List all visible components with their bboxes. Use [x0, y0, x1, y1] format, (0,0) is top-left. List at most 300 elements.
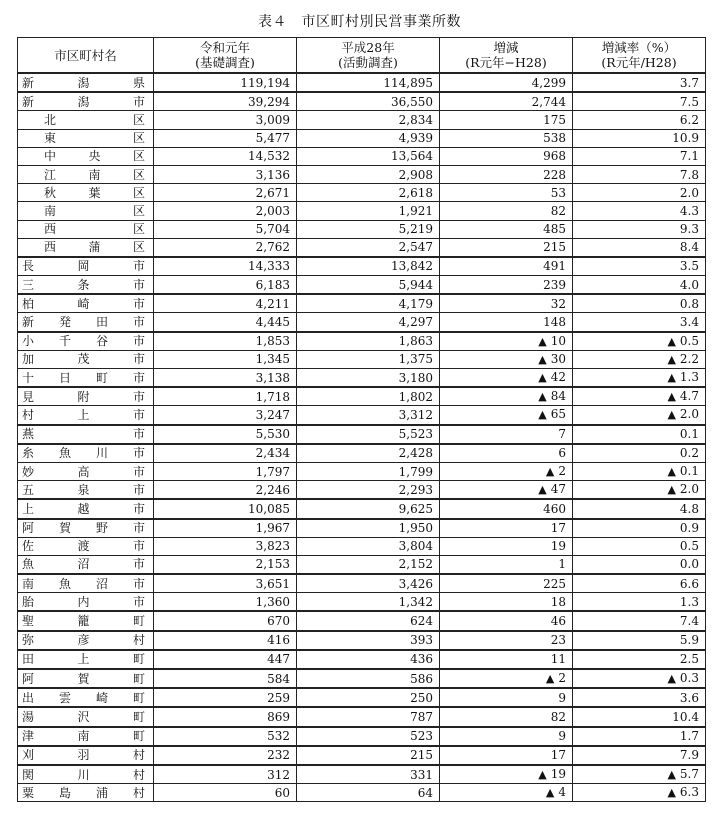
- rate-value: 0.9: [679, 521, 699, 536]
- table-row: [18, 555, 706, 574]
- table-row: [18, 727, 706, 746]
- h28-count-cell: 1,342: [297, 593, 440, 612]
- municipality-name: 江 南 区: [44, 167, 145, 182]
- h28-count-cell: 1,375: [297, 350, 440, 368]
- decrease-marker: ▲: [667, 334, 676, 348]
- table-row: [18, 519, 706, 538]
- diff-value: 19: [550, 767, 566, 782]
- rate-value: 6.3: [679, 785, 699, 800]
- r1-count-cell: 4,211: [154, 294, 297, 313]
- municipality-name-cell: [18, 369, 154, 388]
- rate-cell: [573, 784, 706, 802]
- rate-cell: [573, 688, 706, 707]
- diff-cell: [440, 444, 573, 463]
- diff-cell: [440, 387, 573, 406]
- diff-cell: [440, 425, 573, 444]
- h28-count-cell: 5,219: [297, 220, 440, 238]
- municipality-name-cell: [18, 669, 154, 688]
- diff-cell: [440, 765, 573, 784]
- rate-cell: [573, 519, 706, 538]
- diff-value: 46: [550, 614, 566, 629]
- diff-value: 491: [543, 259, 566, 274]
- municipality-name-cell: [18, 165, 154, 183]
- municipality-name: 魚 沼 市: [22, 557, 145, 572]
- rate-value: 1.7: [679, 729, 699, 744]
- decrease-marker: ▲: [667, 768, 676, 782]
- establishments-table: [17, 37, 706, 802]
- diff-value: 65: [550, 407, 566, 422]
- municipality-name-cell: [18, 765, 154, 784]
- diff-cell: [440, 73, 573, 92]
- diff-cell: [440, 257, 573, 276]
- rate-value: 4.8: [679, 501, 699, 516]
- diff-value: 239: [543, 277, 566, 292]
- municipality-name-cell: [18, 184, 154, 202]
- r1-count-cell: 312: [154, 765, 297, 784]
- r1-count-cell: 416: [154, 631, 297, 650]
- table-row: [18, 202, 706, 220]
- diff-cell: [440, 499, 573, 518]
- rate-value: 9.3: [679, 222, 699, 237]
- municipality-name: 西 区: [44, 222, 145, 237]
- h28-count-cell: 1,921: [297, 202, 440, 220]
- diff-value: 4: [558, 785, 566, 800]
- rate-value: 7.1: [679, 149, 699, 164]
- rate-value: 1.3: [679, 370, 699, 385]
- r1-count-cell: 3,138: [154, 369, 297, 388]
- diff-value: 485: [543, 222, 566, 237]
- decrease-marker: ▲: [667, 465, 676, 479]
- rate-value: 0.0: [679, 557, 699, 572]
- h28-count-cell: 331: [297, 765, 440, 784]
- diff-cell: [440, 481, 573, 500]
- rate-value: 6.2: [679, 112, 699, 127]
- rate-value: 0.1: [679, 427, 699, 442]
- rate-value: 0.2: [679, 446, 699, 461]
- h28-count-cell: 523: [297, 727, 440, 746]
- diff-cell: [440, 165, 573, 183]
- table-row: [18, 294, 706, 313]
- rate-cell: [573, 707, 706, 726]
- diff-value: 84: [550, 389, 566, 404]
- r1-count-cell: 1,718: [154, 387, 297, 406]
- rate-value: 1.3: [679, 594, 699, 609]
- r1-count-cell: 2,434: [154, 444, 297, 463]
- rate-cell: [573, 669, 706, 688]
- municipality-name-cell: [18, 129, 154, 147]
- municipality-name-cell: [18, 313, 154, 332]
- municipality-name-cell: [18, 444, 154, 463]
- municipality-name: 阿 賀 野 市: [22, 521, 145, 536]
- rate-value: 10.9: [672, 131, 699, 146]
- h28-count-cell: 5,523: [297, 425, 440, 444]
- diff-value: 30: [550, 351, 566, 366]
- diff-value: 460: [543, 501, 566, 516]
- r1-count-cell: 119,194: [154, 73, 297, 92]
- municipality-name-cell: [18, 257, 154, 276]
- diff-cell: [440, 202, 573, 220]
- diff-cell: [440, 129, 573, 147]
- diff-cell: [440, 276, 573, 295]
- r1-count-cell: 3,651: [154, 574, 297, 593]
- municipality-name: 新 潟 市: [22, 94, 145, 109]
- municipality-name: 田 上 町: [22, 652, 145, 667]
- diff-cell: [440, 332, 573, 351]
- rate-cell: [573, 462, 706, 480]
- header-r1: 令和元年 (基礎調査): [154, 38, 297, 74]
- diff-value: 228: [543, 167, 566, 182]
- municipality-name: 柏 崎 市: [22, 296, 145, 311]
- municipality-name-cell: [18, 519, 154, 538]
- municipality-name: 妙 高 市: [22, 464, 145, 479]
- rate-cell: [573, 350, 706, 368]
- rate-cell: [573, 369, 706, 388]
- h28-count-cell: 5,944: [297, 276, 440, 295]
- diff-value: 1: [558, 557, 566, 572]
- municipality-name-cell: [18, 425, 154, 444]
- rate-cell: [573, 611, 706, 630]
- h28-count-cell: 393: [297, 631, 440, 650]
- header-diff: 増減 (R元年−H28): [440, 38, 573, 74]
- rate-value: 2.0: [679, 407, 699, 422]
- table-row: [18, 611, 706, 630]
- diff-value: 53: [550, 185, 566, 200]
- h28-count-cell: 4,297: [297, 313, 440, 332]
- r1-count-cell: 4,445: [154, 313, 297, 332]
- table-row: [18, 220, 706, 238]
- municipality-name-cell: [18, 784, 154, 802]
- r1-count-cell: 2,246: [154, 481, 297, 500]
- diff-cell: [440, 574, 573, 593]
- h28-count-cell: 36,550: [297, 92, 440, 111]
- r1-count-cell: 2,762: [154, 238, 297, 257]
- diff-cell: [440, 631, 573, 650]
- diff-value: 9: [558, 729, 566, 744]
- rate-cell: [573, 238, 706, 257]
- table-row: [18, 784, 706, 802]
- rate-value: 4.3: [679, 203, 699, 218]
- municipality-name: 秋 葉 区: [44, 185, 145, 200]
- municipality-name: 十 日 町 市: [22, 370, 145, 385]
- h28-count-cell: 2,152: [297, 555, 440, 574]
- h28-count-cell: 13,842: [297, 257, 440, 276]
- municipality-name-cell: [18, 727, 154, 746]
- municipality-name: 聖 籠 町: [22, 614, 145, 629]
- table-row: [18, 129, 706, 147]
- r1-count-cell: 3,136: [154, 165, 297, 183]
- r1-count-cell: 3,823: [154, 537, 297, 555]
- header-rate: 増減率（%） (R元年/H28): [573, 38, 706, 74]
- table-row: [18, 92, 706, 111]
- rate-value: 3.7: [679, 75, 699, 90]
- municipality-name-cell: [18, 593, 154, 612]
- diff-cell: [440, 92, 573, 111]
- h28-count-cell: 1,799: [297, 462, 440, 480]
- municipality-name: 三 条 市: [22, 277, 145, 292]
- h28-count-cell: 1,863: [297, 332, 440, 351]
- r1-count-cell: 232: [154, 746, 297, 765]
- diff-value: 148: [543, 315, 566, 330]
- municipality-name-cell: [18, 294, 154, 313]
- rate-cell: [573, 727, 706, 746]
- r1-count-cell: 447: [154, 650, 297, 669]
- rate-cell: [573, 555, 706, 574]
- rate-cell: [573, 499, 706, 518]
- diff-value: 47: [550, 482, 566, 497]
- rate-value: 0.1: [679, 464, 699, 479]
- r1-count-cell: 5,477: [154, 129, 297, 147]
- rate-cell: [573, 202, 706, 220]
- rate-cell: [573, 631, 706, 650]
- header-row: [18, 38, 706, 74]
- municipality-name: 胎 内 市: [22, 594, 145, 609]
- diff-cell: [440, 238, 573, 257]
- rate-cell: [573, 481, 706, 500]
- municipality-name-cell: [18, 650, 154, 669]
- diff-value: 2: [558, 464, 566, 479]
- r1-count-cell: 584: [154, 669, 297, 688]
- table-row: [18, 707, 706, 726]
- table-row: [18, 332, 706, 351]
- r1-count-cell: 1,360: [154, 593, 297, 612]
- h28-count-cell: 114,895: [297, 73, 440, 92]
- rate-cell: [573, 313, 706, 332]
- r1-count-cell: 6,183: [154, 276, 297, 295]
- decrease-marker: ▲: [538, 334, 547, 348]
- h28-count-cell: 586: [297, 669, 440, 688]
- municipality-name-cell: [18, 147, 154, 165]
- table-row: [18, 387, 706, 406]
- h28-count-cell: 2,428: [297, 444, 440, 463]
- table-row: [18, 165, 706, 183]
- rate-value: 2.0: [679, 185, 699, 200]
- h28-count-cell: 3,180: [297, 369, 440, 388]
- decrease-marker: ▲: [538, 408, 547, 422]
- diff-cell: [440, 727, 573, 746]
- municipality-name: 村 上 市: [22, 407, 145, 422]
- table-row: [18, 444, 706, 463]
- rate-value: 7.8: [679, 167, 699, 182]
- rate-cell: [573, 220, 706, 238]
- municipality-name-cell: [18, 707, 154, 726]
- rate-cell: [573, 425, 706, 444]
- municipality-name: 新 潟 県: [22, 75, 145, 90]
- rate-cell: [573, 650, 706, 669]
- rate-value: 3.5: [679, 259, 699, 274]
- diff-value: 215: [543, 240, 566, 255]
- decrease-marker: ▲: [545, 786, 555, 800]
- municipality-name: 北 区: [44, 112, 145, 127]
- table-row: [18, 406, 706, 425]
- municipality-name: 見 附 市: [22, 389, 145, 404]
- municipality-name: 刈 羽 村: [22, 748, 145, 763]
- municipality-name-cell: [18, 537, 154, 555]
- rate-value: 0.5: [679, 333, 699, 348]
- diff-value: 2: [558, 671, 566, 686]
- h28-count-cell: 436: [297, 650, 440, 669]
- table-row: [18, 593, 706, 612]
- rate-cell: [573, 593, 706, 612]
- decrease-marker: ▲: [667, 371, 676, 385]
- rate-cell: [573, 276, 706, 295]
- diff-value: 225: [543, 576, 566, 591]
- rate-value: 6.6: [679, 576, 699, 591]
- rate-value: 3.4: [679, 315, 699, 330]
- diff-cell: [440, 555, 573, 574]
- diff-value: 19: [550, 539, 566, 554]
- r1-count-cell: 60: [154, 784, 297, 802]
- table-row: [18, 669, 706, 688]
- diff-cell: [440, 147, 573, 165]
- h28-count-cell: 250: [297, 688, 440, 707]
- municipality-name-cell: [18, 111, 154, 129]
- h28-count-cell: 64: [297, 784, 440, 802]
- header-h28: 平成28年 (活動調査): [297, 38, 440, 74]
- diff-value: 9: [558, 690, 566, 705]
- diff-cell: [440, 111, 573, 129]
- diff-value: 7: [558, 427, 566, 442]
- rate-cell: [573, 444, 706, 463]
- table-row: [18, 369, 706, 388]
- diff-cell: [440, 650, 573, 669]
- r1-count-cell: 1,967: [154, 519, 297, 538]
- rate-cell: [573, 73, 706, 92]
- rate-value: 4.0: [679, 277, 699, 292]
- diff-cell: [440, 294, 573, 313]
- rate-value: 3.6: [679, 690, 699, 705]
- municipality-name-cell: [18, 387, 154, 406]
- diff-cell: [440, 611, 573, 630]
- diff-cell: [440, 707, 573, 726]
- municipality-name-cell: [18, 555, 154, 574]
- municipality-name-cell: [18, 499, 154, 518]
- h28-count-cell: 3,312: [297, 406, 440, 425]
- municipality-name-cell: [18, 220, 154, 238]
- diff-value: 10: [550, 333, 566, 348]
- municipality-name: 阿 賀 町: [22, 671, 145, 686]
- decrease-marker: ▲: [667, 390, 676, 404]
- h28-count-cell: 2,547: [297, 238, 440, 257]
- h28-count-cell: 4,179: [297, 294, 440, 313]
- municipality-name-cell: [18, 688, 154, 707]
- h28-count-cell: 624: [297, 611, 440, 630]
- diff-cell: [440, 746, 573, 765]
- municipality-name: 五 泉 市: [22, 482, 145, 497]
- municipality-name-cell: [18, 462, 154, 480]
- municipality-name: 糸 魚 川 市: [22, 446, 145, 461]
- rate-value: 2.2: [679, 351, 699, 366]
- rate-value: 0.8: [679, 296, 699, 311]
- municipality-name: 小 千 谷 市: [22, 334, 145, 349]
- h28-count-cell: 13,564: [297, 147, 440, 165]
- table-row: [18, 574, 706, 593]
- table-row: [18, 257, 706, 276]
- r1-count-cell: 5,530: [154, 425, 297, 444]
- h28-count-cell: 2,293: [297, 481, 440, 500]
- table-row: [18, 688, 706, 707]
- table-row: [18, 147, 706, 165]
- rate-cell: [573, 406, 706, 425]
- h28-count-cell: 787: [297, 707, 440, 726]
- municipality-name-cell: [18, 406, 154, 425]
- diff-value: 32: [550, 296, 566, 311]
- rate-cell: [573, 387, 706, 406]
- municipality-name: 上 越 市: [22, 501, 145, 516]
- table-row: [18, 650, 706, 669]
- diff-cell: [440, 350, 573, 368]
- h28-count-cell: 215: [297, 746, 440, 765]
- rate-cell: [573, 537, 706, 555]
- diff-cell: [440, 688, 573, 707]
- rate-value: 7.9: [679, 748, 699, 763]
- municipality-name: 湯 沢 町: [22, 709, 145, 724]
- municipality-name-cell: [18, 202, 154, 220]
- r1-count-cell: 3,009: [154, 111, 297, 129]
- municipality-name: 燕 市: [22, 427, 145, 442]
- r1-count-cell: 2,003: [154, 202, 297, 220]
- decrease-marker: ▲: [545, 465, 555, 479]
- header-municipality: 市区町村名: [18, 38, 154, 74]
- diff-cell: [440, 220, 573, 238]
- municipality-name: 西 蒲 区: [44, 240, 145, 255]
- r1-count-cell: 1,345: [154, 350, 297, 368]
- diff-cell: [440, 593, 573, 612]
- municipality-name: 南 区: [44, 203, 145, 218]
- h28-count-cell: 3,804: [297, 537, 440, 555]
- table-row: [18, 765, 706, 784]
- table-row: [18, 350, 706, 368]
- decrease-marker: ▲: [667, 352, 676, 366]
- rate-cell: [573, 574, 706, 593]
- municipality-name: 出 雲 崎 町: [22, 690, 145, 705]
- table-row: [18, 462, 706, 480]
- table-title: 表４ 市区町村別民営事業所数: [258, 14, 461, 30]
- rate-cell: [573, 92, 706, 111]
- rate-value: 7.5: [679, 94, 699, 109]
- municipality-name-cell: [18, 332, 154, 351]
- diff-cell: [440, 519, 573, 538]
- rate-value: 0.3: [679, 671, 699, 686]
- rate-value: 5.9: [679, 633, 699, 648]
- r1-count-cell: 5,704: [154, 220, 297, 238]
- rate-cell: [573, 147, 706, 165]
- rate-value: 4.7: [679, 389, 699, 404]
- r1-count-cell: 14,333: [154, 257, 297, 276]
- municipality-name: 弥 彦 村: [22, 633, 145, 648]
- municipality-name-cell: [18, 73, 154, 92]
- h28-count-cell: 1,802: [297, 387, 440, 406]
- table-row: [18, 313, 706, 332]
- rate-value: 10.4: [672, 709, 699, 724]
- h28-count-cell: 4,939: [297, 129, 440, 147]
- municipality-name: 中 央 区: [44, 149, 145, 164]
- r1-count-cell: 869: [154, 707, 297, 726]
- diff-cell: [440, 784, 573, 802]
- rate-cell: [573, 257, 706, 276]
- municipality-name-cell: [18, 611, 154, 630]
- table-row: [18, 238, 706, 257]
- r1-count-cell: 1,853: [154, 332, 297, 351]
- diff-value: 2,744: [531, 94, 566, 109]
- diff-value: 175: [543, 112, 566, 127]
- h28-count-cell: 3,426: [297, 574, 440, 593]
- decrease-marker: ▲: [667, 408, 676, 422]
- municipality-name: 佐 渡 市: [22, 539, 145, 554]
- municipality-name: 長 岡 市: [22, 259, 145, 274]
- rate-cell: [573, 184, 706, 202]
- rate-cell: [573, 165, 706, 183]
- diff-value: 82: [550, 203, 566, 218]
